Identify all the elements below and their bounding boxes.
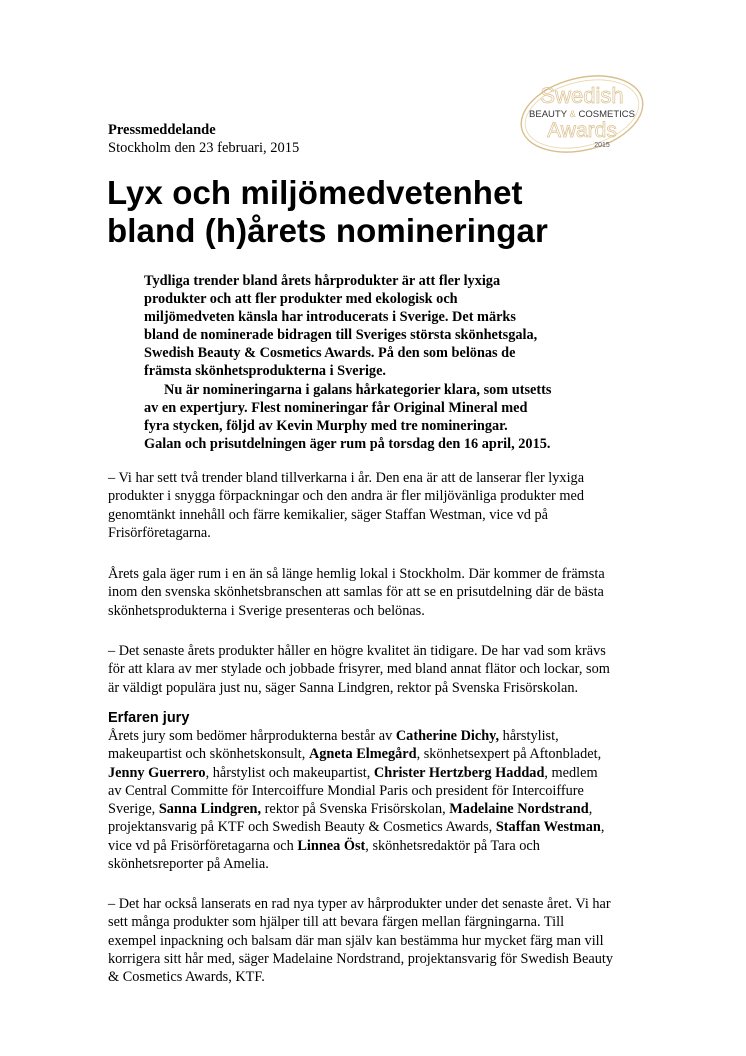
jury-text: , hårstylist och makeupartist, <box>205 764 374 781</box>
body-paragraph-gala <box>108 565 648 620</box>
logo-word-swedish: Swedish <box>540 83 624 108</box>
body-paragraph-trends <box>108 469 648 542</box>
lead-line: bland de nominerade bidragen till Sveriges största skönhetsgala, <box>144 327 538 344</box>
lead-line: Nu är nomineringarna i galans hårkategorier klara, som utsetts <box>164 381 552 398</box>
lead-line: av en expertjury. Flest nomineringar får Original Mineral med <box>144 399 528 416</box>
jury-member-name: Agneta Elmegård <box>308 746 417 763</box>
headline-line-2: bland (h)årets nomineringar <box>107 212 548 249</box>
lead-line: Swedish Beauty & Cosmetics Awards. På den som belönas de <box>144 345 516 362</box>
body-line <box>108 837 648 855</box>
lead-line: Tydliga trender bland årets hårprodukter är att fler lyxiga <box>144 273 501 289</box>
jury-member-name: Sanna Lindgren, <box>158 801 262 818</box>
jury-text: , medlem <box>544 764 598 781</box>
logo-word-awards: Awards <box>547 119 617 142</box>
body-line: Årets gala äger rum i en än så länge hemlig lokal i Stockholm. Där kommer de främsta <box>108 566 605 582</box>
jury-text: , <box>588 801 593 818</box>
jury-text: hårstylist, <box>499 728 559 744</box>
body-line <box>108 764 648 782</box>
body-line: – Det senaste årets produkter håller en högre kvalitet än tidigare. De har vad som krävs <box>108 643 606 659</box>
body-line: av Central Committe för Intercoiffure Mondial Paris och president för Intercoiffure <box>108 782 584 799</box>
lead-line: fyra stycken, följd av Kevin Murphy med tre nomineringar. <box>144 417 508 434</box>
body-line: är väldigt populära just nu, säger Sanna Lindgren, rektor på Svenska Frisörskolan. <box>108 679 579 696</box>
body-line: sett många produkter som hjälper till att bevara färgen mellan färgningarna. Till <box>108 914 565 931</box>
body-line: genomtänkt innehåll och färre kemikalier, säger Staffan Westman, vice vd på <box>108 506 548 523</box>
document-type-label: Pressmeddelande <box>108 122 216 138</box>
body-line: inom den svenska skönhetsbranschen att samlas för att se en prisutdelning där de bästa <box>108 584 604 601</box>
body-line: exempel inpackning och balsam där man själv kan bestämma hur mycket färg man vill <box>108 932 604 949</box>
body-paragraph-jury <box>108 727 648 873</box>
logo-year: 2015 <box>594 142 610 149</box>
body-line: – Vi har sett två trender bland tillverkarna i år. Den ena är att de lanserar fler lyxiga <box>108 470 585 486</box>
jury-text: , skönhetsexpert på Aftonbladet, <box>416 746 602 763</box>
jury-text: , <box>600 819 605 836</box>
awards-logo-icon <box>510 70 650 160</box>
body-line: för att klara av mer stylade och jobbade frisyrer, med bland annat flätor och lockar, som <box>108 661 610 678</box>
jury-text: vice vd på Frisörföretagarna och <box>108 837 298 854</box>
body-paragraph-quality <box>108 642 648 697</box>
body-line <box>108 727 648 745</box>
headline-line-1: Lyx och miljömedvetenhet <box>107 174 523 211</box>
headline <box>107 174 548 250</box>
lead-line: Galan och prisutdelningen äger rum på torsdag den 16 april, 2015. <box>144 435 551 452</box>
body-line: Frisörföretagarna. <box>108 524 211 541</box>
jury-text: projektansvarig på KTF och Swedish Beauty & Cosmetics Awards, <box>108 819 496 836</box>
lead-line: främsta skönhetsprodukterna i Sverige. <box>144 363 386 380</box>
jury-text: makeupartist och skönhetskonsult, <box>108 746 309 763</box>
body-line <box>108 745 648 763</box>
lead-line: produkter och att fler produkter med ekologisk och <box>144 291 458 308</box>
lead-paragraph <box>144 272 614 453</box>
jury-text: Sverige, <box>108 801 159 818</box>
jury-text: rektor på Svenska Frisörskolan, <box>261 801 450 818</box>
jury-member-name: Catherine Dichy, <box>395 728 500 744</box>
body-line: produkter i snygga förpackningar och den andra är fler miljövänliga produkter med <box>108 488 584 505</box>
jury-member-name: Linnea Öst <box>297 837 366 854</box>
jury-text: , skönhetsredaktör på Tara och <box>365 837 540 854</box>
body-line <box>108 800 648 818</box>
swedish-beauty-cosmetics-awards-logo <box>510 70 650 160</box>
body-line: skönhetsreporter på Amelia. <box>108 856 269 873</box>
lead-line: miljömedveten känsla har introducerats i Sverige. Det märks <box>144 309 516 326</box>
body-line: skönhetsprodukterna i Sverige presenteras och belönas. <box>108 602 425 619</box>
jury-member-name: Staffan Westman <box>495 819 601 836</box>
section-heading-jury: Erfaren jury <box>108 710 190 726</box>
body-line: & Cosmetics Awards, KTF. <box>108 969 265 986</box>
jury-member-name: Jenny Guerrero <box>108 764 206 781</box>
jury-member-name: Christer Hertzberg Haddad <box>373 764 545 781</box>
logo-beauty-cosmetics: BEAUTY & COSMETICS <box>529 109 635 120</box>
jury-text: Årets jury som bedömer hårprodukterna består av <box>108 728 396 744</box>
body-line: – Det har också lanserats en rad nya typer av hårprodukter under det senaste året. Vi har <box>108 896 611 912</box>
dateline: Stockholm den 23 februari, 2015 <box>108 140 300 156</box>
body-line <box>108 818 648 836</box>
jury-member-name: Madelaine Nordstrand <box>449 801 589 818</box>
body-paragraph-new-products <box>108 895 648 986</box>
body-line: korrigera sitt hår med, säger Madelaine Nordstrand, projektansvarig för Swedish Beauty <box>108 950 614 967</box>
